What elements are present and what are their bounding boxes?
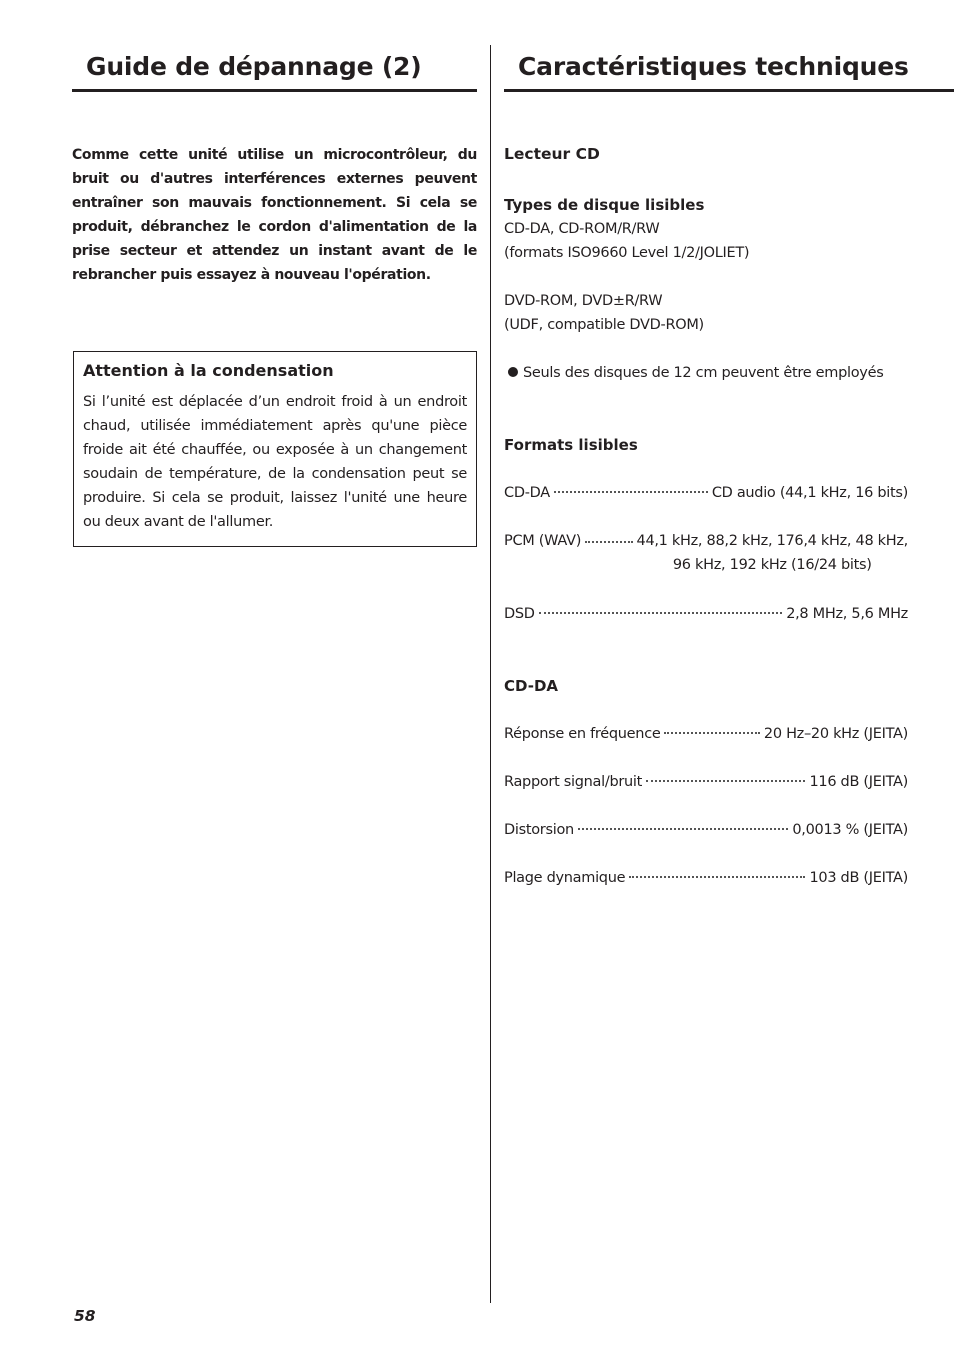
spec-value: 96 kHz, 192 kHz (16/24 bits) (672, 557, 872, 573)
spec-label: Rapport signal/bruit (504, 774, 643, 790)
spec-label: Distorsion (504, 822, 574, 838)
spec-value: 116 dB (JEITA) (809, 774, 908, 790)
leader-dots (539, 612, 783, 614)
condensation-notice-box (73, 351, 477, 547)
leader-dots (578, 828, 788, 830)
spec-label: DSD (504, 606, 535, 622)
formats-title: Formats lisibles (504, 436, 638, 454)
spec-row-dynamic-range (504, 866, 908, 890)
leader-dots (629, 876, 805, 878)
bullet-icon (508, 367, 518, 377)
disc-types-title: Types de disque lisibles (504, 196, 705, 214)
leader-dots (664, 732, 759, 734)
cdda-title: CD-DA (504, 677, 559, 695)
disc-size-note-text: Seuls des disques de 12 cm peuvent être employés (523, 365, 884, 381)
left-title-rule (72, 89, 477, 92)
condensation-notice-body: Si l’unité est déplacée d’un endroit froid à un endroit chaud, utilisée immédiatement après qu'une pièce froide ait été chauffée, ou exposée à un changement soudain de température, de la condensation peut se produire. Si cela se produit, laissez l'unité une heure ou deux avant de l'allumer. (83, 394, 467, 530)
page-number: 58 (74, 1307, 96, 1325)
column-divider (490, 45, 491, 1303)
spec-label: Plage dynamique (504, 870, 626, 886)
disc-types-line: (formats ISO9660 Level 1/2/JOLIET) (504, 245, 750, 261)
disc-types-line: CD-DA, CD-ROM/R/RW (504, 221, 660, 237)
spec-row-frequency-response (504, 722, 908, 746)
disc-size-note (504, 361, 883, 385)
leader-dots (585, 541, 632, 543)
spec-value: 0,0013 % (JEITA) (792, 822, 908, 838)
condensation-notice-title: Attention à la condensation (83, 361, 334, 380)
spec-row-dsd-format (504, 602, 908, 626)
right-title-rule (504, 89, 954, 92)
spec-row-pcm-format (504, 529, 908, 577)
spec-row-signal-noise (504, 770, 908, 794)
spec-value: 20 Hz–20 kHz (JEITA) (763, 726, 908, 742)
spec-value: CD audio (44,1 kHz, 16 bits) (711, 485, 908, 501)
left-page-title: Guide de dépannage (2) (86, 52, 422, 81)
disc-types-line: (UDF, compatible DVD-ROM) (504, 317, 704, 333)
spec-label: PCM (WAV) (504, 533, 582, 549)
right-page-title: Caractéristiques techniques (518, 52, 909, 81)
spec-value: 103 dB (JEITA) (809, 870, 908, 886)
disc-types-line: DVD-ROM, DVD±R/RW (504, 293, 663, 309)
spec-label: Réponse en fréquence (504, 726, 661, 742)
leader-dots (646, 780, 805, 782)
section-cd-player: Lecteur CD (504, 145, 600, 163)
leader-dots (554, 491, 708, 493)
microcontroller-warning: Comme cette unité utilise un microcontrôleur, du bruit ou d'autres interférences externes peuvent entraîner son mauvais fonctionnement. Si cela se produit, débranchez le cordon d'alimentation de la prise secteur et attendez un instant avant de le rebrancher puis essayez à nouveau l'opération. (72, 147, 477, 283)
spec-label: CD-DA (504, 485, 550, 501)
spec-value-block (637, 529, 908, 577)
spec-row-cdda-format (504, 481, 908, 505)
spec-row-distortion (504, 818, 908, 842)
spec-value: 44,1 kHz, 88,2 kHz, 176,4 kHz, 48 kHz, (636, 533, 908, 549)
spec-value: 2,8 MHz, 5,6 MHz (786, 606, 908, 622)
